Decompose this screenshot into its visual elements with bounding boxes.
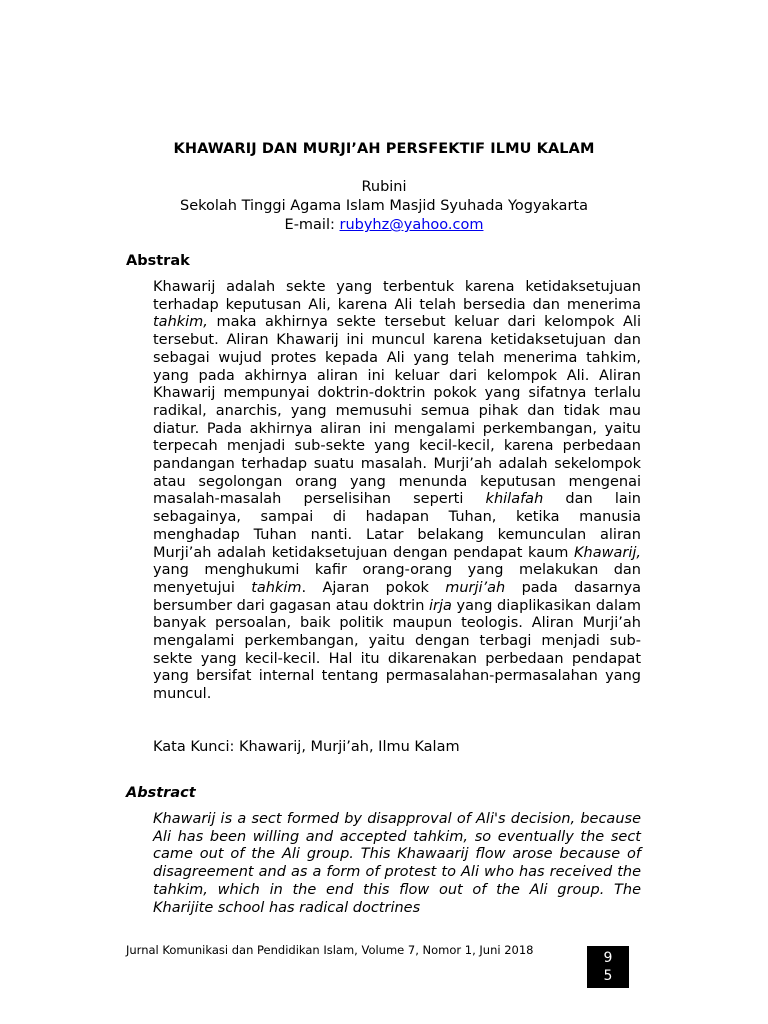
keywords-line: Kata Kunci: Khawarij, Murji’ah, Ilmu Kalam [153,739,460,755]
abstrak-italic-4: tahkim [251,579,302,596]
page-number-digit-2: 5 [603,968,613,984]
email-link[interactable]: rubyhz@yahoo.com [339,217,484,233]
abstract-heading: Abstract [126,785,196,801]
journal-footer: Jurnal Komunikasi dan Pendidikan Islam, Volume 7, Nomor 1, Juni 2018 [126,943,534,957]
abstrak-text-1: Khawarij adalah sekte yang terbentuk karena ketidaksetujuan terhadap keputusan Ali, karena Ali telah bersedia dan menerima [153,279,641,313]
abstrak-heading: Abstrak [126,253,190,269]
abstrak-text-6: pada dasarnya bersumber dari gagasan atau doktrin [153,579,641,614]
page-number-box [587,946,629,988]
abstrak-italic-2: khilafah [485,491,544,508]
abstrak-text-2: maka akhirnya sekte tersebut keluar dari kelompok Ali tersebut. Aliran Khawarij ini muncul karena ketidaksetujuan dan sebagai wujud protes kepada Ali yang telah menerima tahkim, yang pada akhirnya aliran ini keluar dari kelompok Ali. Aliran Khawarij mempunyai doktrin-doktrin pokok yang sifatnya terlalu radikal, anarchis, yang memusuhi semua pihak dan tidak mau diatur. Pada akhirnya aliran ini mengalami perkembangan, yaitu terpecah menjadi sub-sekte yang kecil-kecil, karena perbedaan pandangan terhadap suatu masalah. Murji’ah adalah sekelompok atau segolongan orang yang menunda keputusan mengenai masalah-masalah perselisihan seperti [153,314,641,508]
paper-title: KHAWARIJ DAN MURJI’AH PERSFEKTIF ILMU KALAM [173,141,595,157]
author-name: Rubini [361,179,407,195]
email-label: E-mail: [284,217,340,233]
page-number-digit-1: 9 [603,950,613,966]
abstrak-italic-6: irja [429,597,452,614]
abstrak-italic-1: tahkim, [153,314,208,331]
abstrak-text-4: yang menghukumi kafir orang-orang yang melakukan dan menyetujui [153,562,641,596]
author-block [0,178,768,235]
abstrak-italic-5: murji’ah [445,579,506,596]
abstrak-italic-3: Khawarij, [574,544,641,561]
abstrak-paragraph [153,279,641,704]
author-affiliation: Sekolah Tinggi Agama Islam Masjid Syuhada Yogyakarta [180,198,588,214]
abstrak-text-7: yang diaplikasikan dalam banyak persoalan, baik politik maupun teologis. Aliran Murji’ah mengalami perkembangan, yaitu dengan terbagi menjadi sub-sekte yang kecil-kecil. Hal itu dikarenakan perbedaan pendapat yang bersifat internal tentang permasalahan-permasalahan yang muncul. [153,597,641,703]
abstract-paragraph: Khawarij is a sect formed by disapproval of Ali's decision, because Ali has been willing and accepted tahkim, so eventually the sect came out of the Ali group. This Khawaarij flow arose because of disagreement and as a form of protest to Ali who has received the tahkim, which in the end this flow out of the Ali group. The Kharijite school has radical doctrines [153,811,641,916]
author-email-line [0,216,768,235]
abstrak-text-5: . Ajaran pokok [301,579,446,596]
abstrak-text-3: dan lain sebagainya, sampai di hadapan Tuhan, ketika manusia menghadap Tuhan nanti. Latar belakang kemunculan aliran Murji’ah adalah ketidaksetujuan dengan pendapat kaum [153,491,641,561]
